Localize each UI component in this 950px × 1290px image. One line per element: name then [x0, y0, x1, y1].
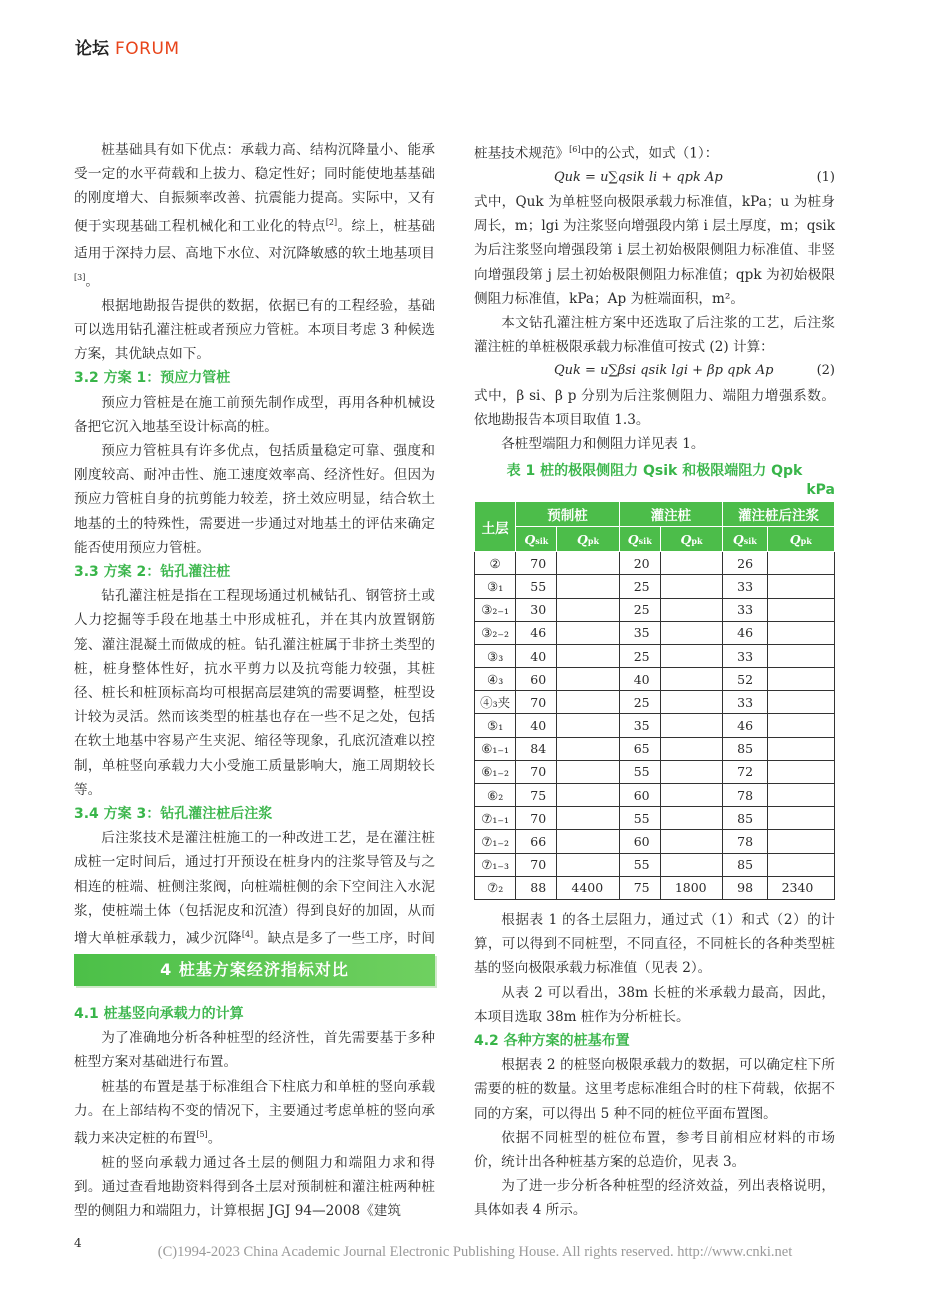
table-cell: [660, 853, 722, 876]
table-cell-layer: ⑤₁: [475, 714, 516, 737]
table-cell: [767, 691, 834, 714]
table-cell: [557, 598, 619, 621]
table-cell: 40: [516, 644, 557, 667]
table-header-group: 灌注桩: [619, 502, 722, 527]
table-cell: 75: [619, 876, 660, 899]
table-row: [475, 784, 835, 807]
para-post-grouting: 后注浆技术是灌注桩施工的一种改进工艺，是在灌注桩成桩一定时间后，通过打开预设在桩身内的注浆导管及与之相连的桩端、桩侧注浆阀，向桩端桩侧的余下空间注入水泥浆，使桩端土体（包括泥皮和沉渣）得到良好的加固，从而增大单桩承载力，减少沉降[4]。缺点是多了一些工序，时间: [74, 830, 436, 947]
table-row: [475, 644, 835, 667]
table-row: [475, 853, 835, 876]
table-cell-layer: ④₃: [475, 668, 516, 691]
table-cell: [767, 668, 834, 691]
para-code-ref: 桩基技术规范》[6]中的公式，如式（1）：: [474, 145, 719, 162]
table-row: [475, 807, 835, 830]
table-header-layer: 土层: [475, 502, 516, 552]
table-cell: 30: [516, 598, 557, 621]
table-cell-layer: ③₁: [475, 575, 516, 598]
table-cell: 25: [619, 644, 660, 667]
table-cell: [660, 668, 722, 691]
formula-1: Quk = u∑qsik li + qpk Ap (1): [554, 169, 835, 185]
table-cell: [557, 691, 619, 714]
formula-2: Quk = u∑βsi qsik lgi + βp qpk Ap (2): [554, 363, 835, 379]
table-cell: 60: [619, 784, 660, 807]
table-cell-layer: ⑥₁₋₂: [475, 760, 516, 783]
para-table4: 为了进一步分析各种桩型的经济效益，列出表格说明，具体如表 4 所示。: [474, 1178, 835, 1219]
table-subheader: Qsik: [619, 527, 660, 552]
table-cell-layer: ③₃: [475, 644, 516, 667]
table-cell: 84: [516, 737, 557, 760]
table-cell: [660, 621, 722, 644]
table-cell-layer: ⑦₁₋₂: [475, 830, 516, 853]
table-1: [474, 501, 835, 900]
table-cell: 70: [516, 691, 557, 714]
table-cell: 85: [723, 737, 767, 760]
table-cell: 55: [619, 807, 660, 830]
table-cell: 35: [619, 621, 660, 644]
table-cell: 52: [723, 668, 767, 691]
copyright-watermark: (C)1994-2023 China Academic Journal Electronic Publishing House. All rights reserved. http://www.cnki.net: [157, 1244, 793, 1260]
table-cell: 33: [723, 575, 767, 598]
table-row: [475, 691, 835, 714]
table-cell: [767, 760, 834, 783]
para-layout-intro: 为了准确地分析各种桩型的经济性，首先需要基于多种桩型方案对基础进行布置。: [74, 1030, 435, 1071]
table-subheader: Qsik: [516, 527, 557, 552]
table-cell: 70: [516, 853, 557, 876]
subsection-4-2: 4.2 各种方案的桩基布置: [474, 1033, 630, 1049]
table-cell: 55: [619, 760, 660, 783]
table-cell: 65: [619, 737, 660, 760]
para-formula1-vars: 式中，Quk 为单桩竖向极限承载力标准值，kPa；u 为桩身周长，m；lgi 为注浆竖向增强段内第 i 层土厚度，m；qsik 为后注浆竖向增强段第 i 层土初始极限侧阻力标准值、非竖向增强段第 j 层土初始极限侧阻力标准值；qpk 为初始极限侧阻力标准值，kPa；Ap 为桩端面积，m²。: [474, 193, 835, 307]
table-cell: 72: [723, 760, 767, 783]
table-cell-layer: ②: [475, 552, 516, 575]
table-cell: [557, 714, 619, 737]
table-cell: 40: [619, 668, 660, 691]
table-cell: 25: [619, 598, 660, 621]
table-subheader: Qpk: [767, 527, 834, 552]
table-cell-layer: ⑥₂: [475, 784, 516, 807]
table-cell: 1800: [660, 876, 722, 899]
table-cell: [660, 807, 722, 830]
table-cell: 35: [619, 714, 660, 737]
table-cell: 26: [723, 552, 767, 575]
table-cell: 85: [723, 807, 767, 830]
header-zh: 论坛: [75, 39, 109, 59]
table-cell: [557, 784, 619, 807]
table-row: [475, 760, 835, 783]
table-cell: 88: [516, 876, 557, 899]
page-number: 4: [74, 1236, 82, 1250]
table-cell: 25: [619, 691, 660, 714]
table-cell: [660, 737, 722, 760]
table-cell: 66: [516, 830, 557, 853]
table-cell: [557, 621, 619, 644]
table-cell: [660, 784, 722, 807]
para-prestressed-adv: 预应力管桩具有许多优点，包括质量稳定可靠、强度和刚度较高、耐冲击性、施工速度效率高、经济性好。但因为预应力管桩自身的抗剪能力较差，挤土效应明显，结合软土地基的土的特殊性，需要进一步通过对地基土的评估来确定能否使用预应力管桩。: [74, 443, 435, 556]
header-en: FORUM: [115, 39, 180, 59]
table-cell: [660, 575, 722, 598]
table-cell: [767, 644, 834, 667]
table-row: [475, 714, 835, 737]
para-bored-pile: 钻孔灌注桩是指在工程现场通过机械钻孔、钢管挤土或人力挖掘等手段在地基土中形成桩孔，并在其内放置钢筋笼、灌注混凝土而做成的桩。钻孔灌注桩属于非挤土类型的桩，桩身整体性好，抗水平剪力以及抗弯能力较强，其桩径、桩长和桩顶标高均可根据高层建筑的需要调整，桩型设计较为灵活。然而该类型的桩基也存在一些不足之处，包括在软土地基中容易产生夹泥、缩径等现象，孔底沉渣难以控制，单桩竖向承载力大小受施工质量影响大，施工周期较长等。: [74, 588, 435, 798]
table-subheader: Qpk: [557, 527, 619, 552]
table-header-group: 灌注桩后注浆: [723, 502, 835, 527]
table-1-caption: 表 1 桩的极限侧阻力 Qsik 和极限端阻力 Qpk: [506, 463, 803, 480]
subsection-3-4: 3.4 方案 3：钻孔灌注桩后注浆: [74, 806, 273, 823]
table-row: [475, 876, 835, 899]
table-row: [475, 830, 835, 853]
para-table-ref: 各桩型端阻力和侧阻力详见表 1。: [501, 435, 705, 452]
table-cell: [660, 598, 722, 621]
table-cell: 55: [619, 853, 660, 876]
para-capacity: 桩的竖向承载力通过各土层的侧阻力和端阻力求和得到。通过查看地勘资料得到各土层对预制桩和灌注桩两种桩型的侧阻力和端阻力，计算根据 JGJ 94—2008《建筑: [74, 1154, 435, 1220]
table-cell: [767, 598, 834, 621]
table-cell: 40: [516, 714, 557, 737]
para-table2-intro: 根据表 1 的各土层阻力，通过式（1）和式（2）的计算，可以得到不同桩型，不同直径，不同桩长的各种类型桩基的竖向极限承载力标准值（见表 2）。: [474, 911, 835, 977]
table-subheader: Qpk: [660, 527, 722, 552]
table-cell: [767, 714, 834, 737]
table-cell: 25: [619, 575, 660, 598]
table-header-group: 预制桩: [516, 502, 619, 527]
left-column-lower: [74, 1002, 435, 1223]
table-1-body: [475, 552, 835, 900]
para-post-grout-formula: 本文钻孔灌注桩方案中还选取了后注浆的工艺，后注浆灌注桩的单桩极限承载力标准值可按式 (2) 计算：: [474, 314, 835, 356]
table-cell: [557, 575, 619, 598]
table-cell: [767, 807, 834, 830]
table-cell: 70: [516, 807, 557, 830]
table-cell-layer: ⑦₁₋₃: [475, 853, 516, 876]
table-row: [475, 621, 835, 644]
para-total-cost: 依据不同桩型的桩位布置，参考目前相应材料的市场价，统计出各种桩基方案的总造价，见表 3。: [474, 1129, 835, 1171]
table-cell: 2340: [767, 876, 834, 899]
table-cell: [767, 853, 834, 876]
table-cell: 70: [516, 552, 557, 575]
para-advantages: 桩基础具有如下优点：承载力高、结构沉降量小、能承受一定的水平荷载和上拔力、稳定性好；同时能使地基基础的刚度增大、自振频率改善、抗震能力提高。实际中，又有便于实现基础工程机械化和工业化的特点[2]。综上，桩基础适用于深持力层、高地下水位、对沉降敏感的软土地基项目[3]。: [74, 142, 436, 290]
table-cell-layer: ③₂₋₂: [475, 621, 516, 644]
table-cell: 75: [516, 784, 557, 807]
table-cell: 78: [723, 784, 767, 807]
para-prestressed-def: 预应力管桩是在施工前预先制作成型，再用各种机械设备把它沉入地基至设计标高的桩。: [74, 394, 435, 435]
table-cell: [557, 830, 619, 853]
table-cell: 33: [723, 644, 767, 667]
table-cell: [767, 737, 834, 760]
table-cell: 70: [516, 760, 557, 783]
table-cell-layer: ⑦₂: [475, 876, 516, 899]
table-row: [475, 575, 835, 598]
table-cell: 4400: [557, 876, 619, 899]
table-cell-layer: ④₃夹: [475, 691, 516, 714]
right-column: [474, 138, 835, 1223]
table-row: [475, 598, 835, 621]
table-cell: [557, 807, 619, 830]
table-cell: [767, 621, 834, 644]
table-cell: 33: [723, 598, 767, 621]
subsection-4-1: 4.1 桩基竖向承载力的计算: [74, 1006, 244, 1022]
table-cell-layer: ③₂₋₁: [475, 598, 516, 621]
table-cell: [660, 644, 722, 667]
table-cell: 60: [619, 830, 660, 853]
table-cell: 55: [516, 575, 557, 598]
section-4-banner: 4 桩基方案经济指标对比: [74, 954, 435, 986]
table-cell: [660, 691, 722, 714]
para-pile-count: 根据表 2 的桩竖向极限承载力的数据，可以确定柱下所需要的桩的数量。这里考虑标准组合时的柱下荷载，依据不同的方案，可以得出 5 种不同的桩位平面布置图。: [474, 1057, 835, 1122]
table-cell: [660, 552, 722, 575]
table-row: [475, 737, 835, 760]
table-cell: [767, 830, 834, 853]
table-cell: 60: [516, 668, 557, 691]
table-cell: [767, 552, 834, 575]
table-cell: 46: [516, 621, 557, 644]
table-cell: 46: [723, 714, 767, 737]
table-cell: [557, 737, 619, 760]
table-row: [475, 668, 835, 691]
table-cell: 78: [723, 830, 767, 853]
para-formula2-vars: 式中，β si、β p 分别为后注浆侧阻力、端阻力增强系数。依地勘报告本项目取值 1.3。: [474, 387, 835, 428]
table-row: [475, 552, 835, 575]
table-cell-layer: ⑥₁₋₁: [475, 737, 516, 760]
table-cell: [557, 668, 619, 691]
para-layout-basis: 桩基的布置是基于标准组合下柱底力和单桩的竖向承载力。在上部结构不变的情况下，主要通过考虑单桩的竖向承载力来决定桩的布置[5]。: [74, 1078, 435, 1147]
table-cell: [557, 853, 619, 876]
table-cell: [660, 830, 722, 853]
journal-header: [75, 34, 180, 59]
left-column: [74, 138, 435, 975]
subsection-3-3: 3.3 方案 2：钻孔灌注桩: [74, 564, 231, 581]
table-cell: 33: [723, 691, 767, 714]
table-cell: [660, 760, 722, 783]
table-1-unit: kPa: [806, 482, 835, 499]
table-cell: 46: [723, 621, 767, 644]
para-options: 根据地勘报告提供的数据，依据已有的工程经验，基础可以选用钻孔灌注桩或者预应力管桩。本项目考虑 3 种候选方案，其优缺点如下。: [74, 297, 435, 363]
table-cell: [767, 575, 834, 598]
table-cell-layer: ⑦₁₋₁: [475, 807, 516, 830]
table-cell: 20: [619, 552, 660, 575]
table-cell: [767, 784, 834, 807]
para-38m: 从表 2 可以看出，38m 长桩的米承载力最高，因此，本项目选取 38m 桩作为分析桩长。: [474, 984, 835, 1025]
table-cell: [557, 552, 619, 575]
table-cell: 85: [723, 853, 767, 876]
table-subheader: Qsik: [723, 527, 767, 552]
table-cell: [557, 644, 619, 667]
table-cell: 98: [723, 876, 767, 899]
table-cell: [557, 760, 619, 783]
subsection-3-2: 3.2 方案 1：预应力管桩: [74, 370, 231, 387]
table-cell: [660, 714, 722, 737]
